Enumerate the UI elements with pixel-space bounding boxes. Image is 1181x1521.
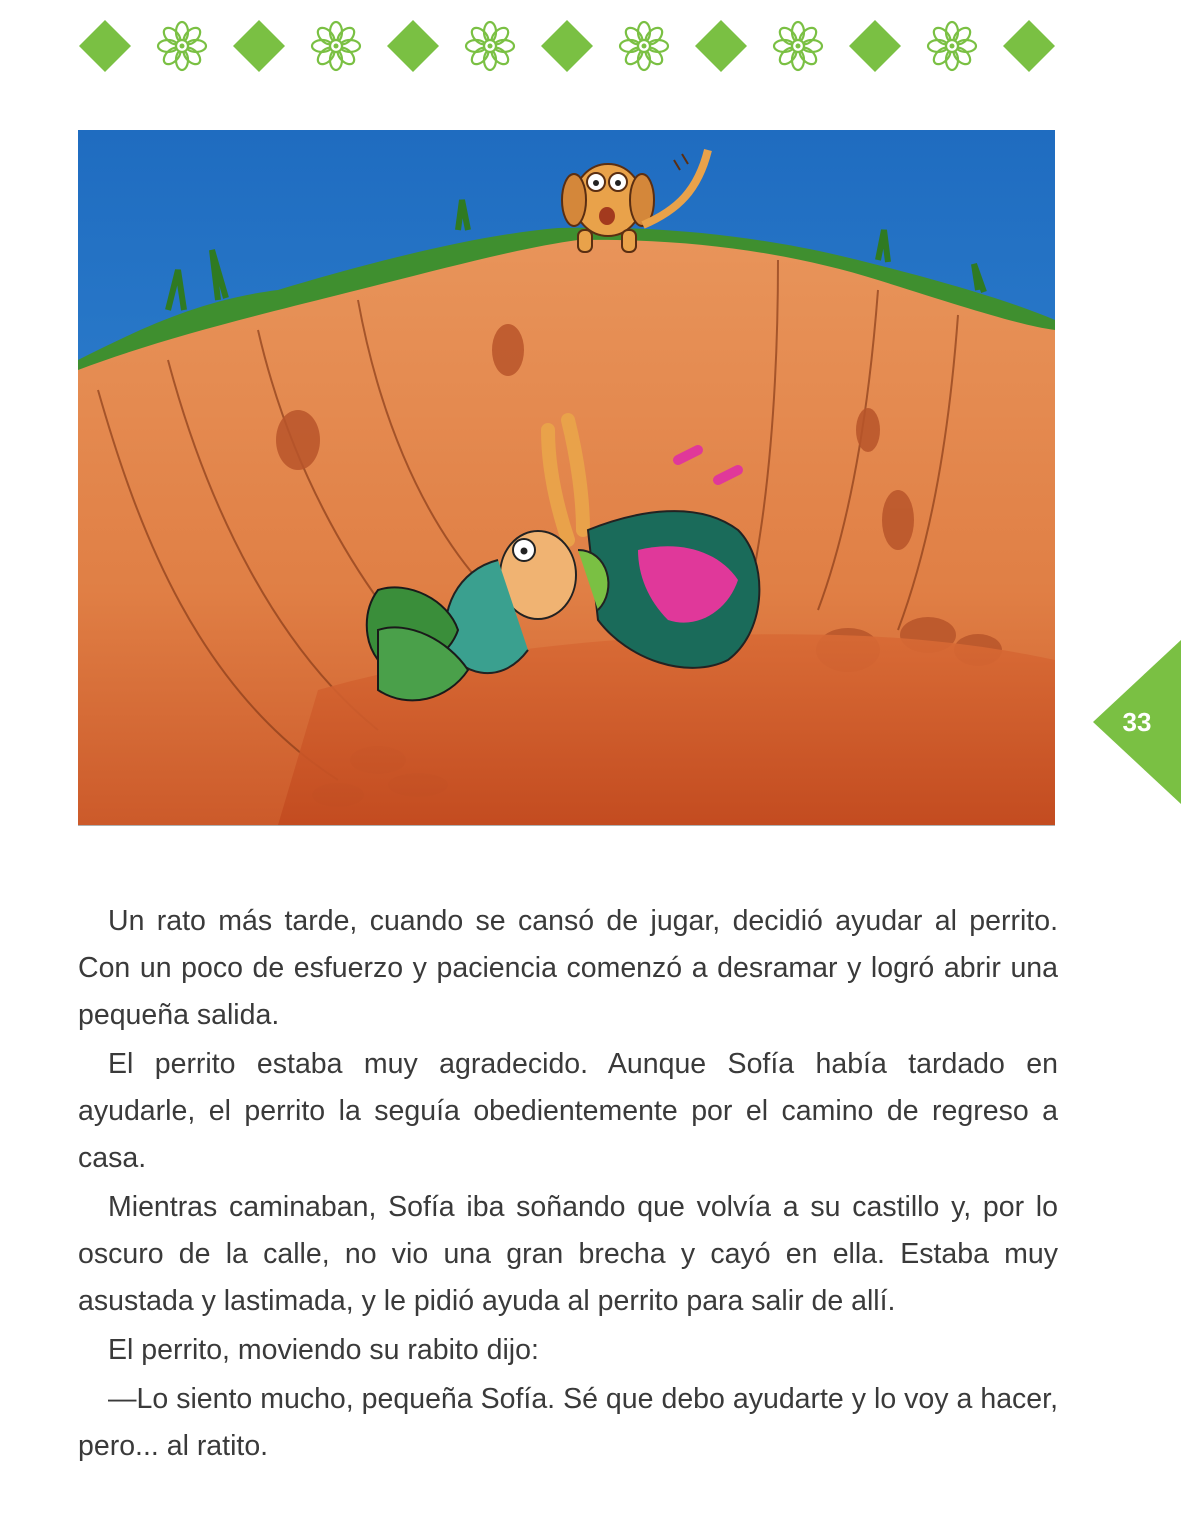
flower-icon — [620, 22, 668, 70]
flower-icon — [928, 22, 976, 70]
diamond-icon — [387, 20, 439, 72]
diamond-icon — [849, 20, 901, 72]
flower-icon — [312, 22, 360, 70]
ornament-row — [78, 18, 1058, 74]
flower-icon — [774, 22, 822, 70]
diamond-icon — [79, 20, 131, 72]
diamond-icon — [1003, 20, 1055, 72]
page-number: 33 — [1122, 707, 1152, 737]
diamond-icon — [541, 20, 593, 72]
paragraph: Mientras caminaban, Sofía iba soñando que volvía a su castillo y, por lo oscuro de la calle, no vio una gran brecha y cayó en ella. Estaba muy asustada y lastimada, y le pidió ayuda al perrito para salir de allí. — [78, 1191, 1058, 1317]
diamond-icon — [233, 20, 285, 72]
story-illustration — [78, 130, 1055, 826]
flower-icon — [158, 22, 206, 70]
paragraph: El perrito, moviendo su rabito dijo: — [108, 1334, 539, 1366]
diamond-icon — [695, 20, 747, 72]
paragraph: —Lo siento mucho, pequeña Sofía. Sé que debo ayudarte y lo voy a hacer, pero... al ratito. — [78, 1383, 1058, 1462]
story-text — [78, 898, 1058, 1472]
paragraph: Un rato más tarde, cuando se cansó de jugar, decidió ayudar al perrito. Con un poco de esfuerzo y paciencia comenzó a desramar y logró abrir una pequeña salida. — [78, 905, 1058, 1031]
paragraph: El perrito estaba muy agradecido. Aunque Sofía había tardado en ayudarle, el perrito la seguía obedientemente por el camino de regreso a casa. — [78, 1048, 1058, 1174]
flower-icon — [466, 22, 514, 70]
